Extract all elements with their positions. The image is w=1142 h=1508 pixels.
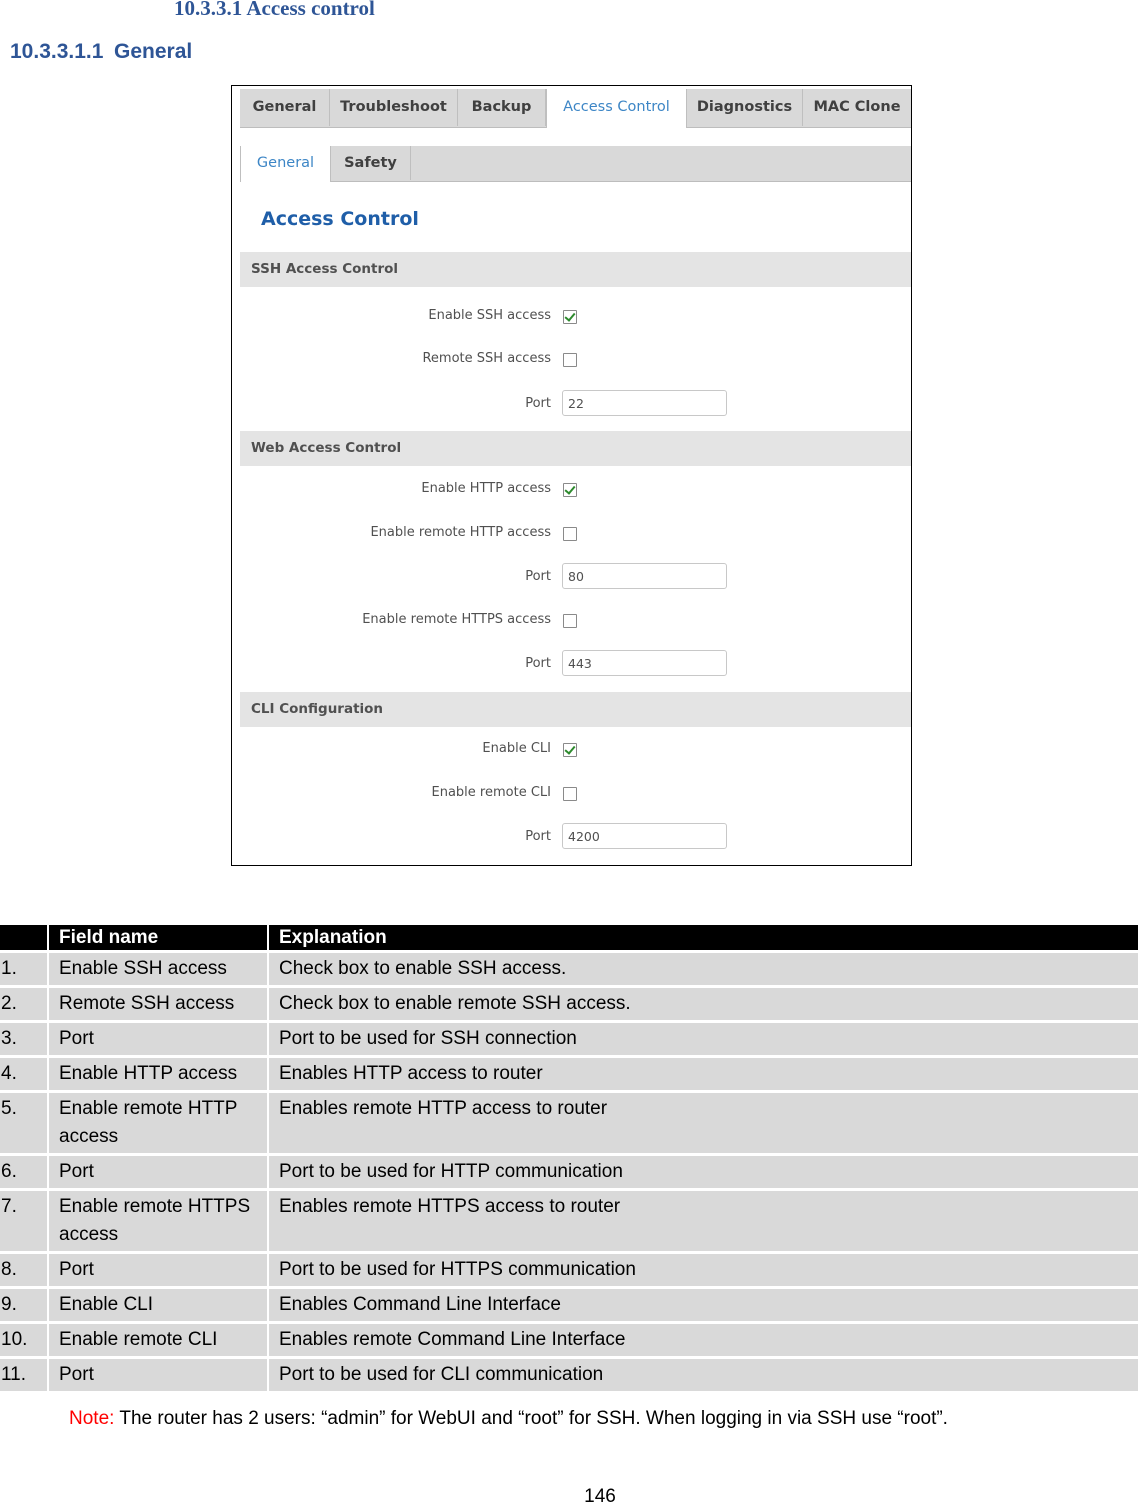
remote-cli-label: Enable remote CLI xyxy=(431,785,551,800)
row-number: 4. xyxy=(0,1058,47,1090)
field-explanation-table xyxy=(0,922,1140,1394)
table-row xyxy=(0,1191,1138,1251)
row-number: 11. xyxy=(0,1359,47,1391)
https-port-label: Port xyxy=(525,656,551,671)
row-number: 9. xyxy=(0,1289,47,1321)
table-row xyxy=(0,1324,1138,1356)
subsection-title: General xyxy=(114,40,193,63)
enable-ssh-label: Enable SSH access xyxy=(428,308,551,323)
ssh-port-row xyxy=(232,391,911,415)
enable-cli-checkbox[interactable] xyxy=(563,743,577,757)
subtab-safety[interactable]: Safety xyxy=(331,146,411,180)
ssh-port-input[interactable] xyxy=(562,390,727,416)
page-number: 146 xyxy=(584,1486,616,1507)
row-field-name: Port xyxy=(49,1254,267,1286)
row-explanation: Port to be used for SSH connection xyxy=(269,1023,1138,1055)
cli-section-header: CLI Configuration xyxy=(240,692,911,727)
table-row xyxy=(0,1058,1138,1090)
note-label: Note: xyxy=(69,1408,115,1429)
subsection-number: 10.3.3.1.1 xyxy=(10,40,104,63)
row-field-name: Enable CLI xyxy=(49,1289,267,1321)
header-number xyxy=(0,925,47,950)
row-explanation: Port to be used for HTTPS communication xyxy=(269,1254,1138,1286)
enable-http-row xyxy=(232,478,911,502)
access-control-screenshot xyxy=(231,85,912,866)
row-field-name: Enable HTTP access xyxy=(49,1058,267,1090)
row-field-name: Port xyxy=(49,1156,267,1188)
row-number: 7. xyxy=(0,1191,47,1251)
cli-port-label: Port xyxy=(525,829,551,844)
ssh-section-header: SSH Access Control xyxy=(240,252,911,287)
row-explanation: Enables remote Command Line Interface xyxy=(269,1324,1138,1356)
tab-diagnostics[interactable]: Diagnostics xyxy=(687,89,803,126)
row-explanation: Port to be used for CLI communication xyxy=(269,1359,1138,1391)
row-number: 5. xyxy=(0,1093,47,1153)
remote-ssh-checkbox[interactable] xyxy=(563,353,577,367)
enable-ssh-checkbox[interactable] xyxy=(563,310,577,324)
row-explanation: Port to be used for HTTP communication xyxy=(269,1156,1138,1188)
row-number: 2. xyxy=(0,988,47,1020)
tab-backup[interactable]: Backup xyxy=(458,89,546,126)
row-explanation: Enables HTTP access to router xyxy=(269,1058,1138,1090)
header-field-name: Field name xyxy=(49,925,267,950)
ssh-port-label: Port xyxy=(525,396,551,411)
remote-https-checkbox[interactable] xyxy=(563,614,577,628)
enable-cli-row xyxy=(232,738,911,762)
remote-http-label: Enable remote HTTP access xyxy=(370,525,551,540)
http-port-label: Port xyxy=(525,569,551,584)
remote-http-checkbox[interactable] xyxy=(563,527,577,541)
row-number: 8. xyxy=(0,1254,47,1286)
table-row xyxy=(0,953,1138,985)
sub-tab-bar xyxy=(240,146,911,182)
table-row xyxy=(0,1289,1138,1321)
tab-troubleshoot[interactable]: Troubleshoot xyxy=(330,89,458,126)
table-row xyxy=(0,1156,1138,1188)
enable-cli-label: Enable CLI xyxy=(482,741,551,756)
row-number: 10. xyxy=(0,1324,47,1356)
tab-mac-clone[interactable]: MAC Clone xyxy=(813,99,901,115)
cli-port-input[interactable] xyxy=(562,823,727,849)
table-row xyxy=(0,1254,1138,1286)
table-header-row xyxy=(0,925,1138,950)
https-port-row xyxy=(232,651,911,675)
row-field-name: Port xyxy=(49,1023,267,1055)
row-explanation: Check box to enable remote SSH access. xyxy=(269,988,1138,1020)
row-explanation: Check box to enable SSH access. xyxy=(269,953,1138,985)
table-row xyxy=(0,1023,1138,1055)
enable-ssh-row xyxy=(232,305,911,329)
row-field-name: Remote SSH access xyxy=(49,988,267,1020)
http-port-row xyxy=(232,564,911,588)
remote-ssh-row xyxy=(232,348,911,372)
remote-http-row xyxy=(232,522,911,546)
page-title: Access Control xyxy=(261,208,419,230)
table-row xyxy=(0,1093,1138,1153)
http-port-input[interactable] xyxy=(562,563,727,589)
row-explanation: Enables remote HTTP access to router xyxy=(269,1093,1138,1153)
row-field-name: Enable remote HTTP access xyxy=(49,1093,267,1153)
table-row xyxy=(0,1359,1138,1391)
row-explanation: Enables Command Line Interface xyxy=(269,1289,1138,1321)
remote-https-label: Enable remote HTTPS access xyxy=(362,612,551,627)
row-number: 6. xyxy=(0,1156,47,1188)
enable-http-checkbox[interactable] xyxy=(563,483,577,497)
row-field-name: Enable remote CLI xyxy=(49,1324,267,1356)
enable-http-label: Enable HTTP access xyxy=(421,481,551,496)
remote-ssh-label: Remote SSH access xyxy=(422,351,551,366)
cli-port-row xyxy=(232,824,911,848)
note-paragraph xyxy=(69,1408,948,1430)
row-number: 3. xyxy=(0,1023,47,1055)
row-number: 1. xyxy=(0,953,47,985)
row-explanation: Enables remote HTTPS access to router xyxy=(269,1191,1138,1251)
remote-https-row xyxy=(232,609,911,633)
https-port-input[interactable] xyxy=(562,650,727,676)
table-row xyxy=(0,988,1138,1020)
header-explanation: Explanation xyxy=(269,925,1138,950)
note-text: The router has 2 users: “admin” for WebUI and “root” for SSH. When logging in via SSH use “root”. xyxy=(114,1408,948,1429)
subtab-general[interactable]: General xyxy=(240,146,331,182)
row-field-name: Port xyxy=(49,1359,267,1391)
row-field-name: Enable SSH access xyxy=(49,953,267,985)
remote-cli-row xyxy=(232,782,911,806)
tab-general[interactable]: General xyxy=(240,89,330,126)
web-section-header: Web Access Control xyxy=(240,431,911,466)
tab-access-control[interactable]: Access Control xyxy=(546,89,687,128)
section-heading: 10.3.3.1 Access control xyxy=(174,0,375,20)
row-field-name: Enable remote HTTPS access xyxy=(49,1191,267,1251)
top-tab-bar xyxy=(240,89,911,128)
remote-cli-checkbox[interactable] xyxy=(563,787,577,801)
subsection-heading xyxy=(10,40,192,64)
